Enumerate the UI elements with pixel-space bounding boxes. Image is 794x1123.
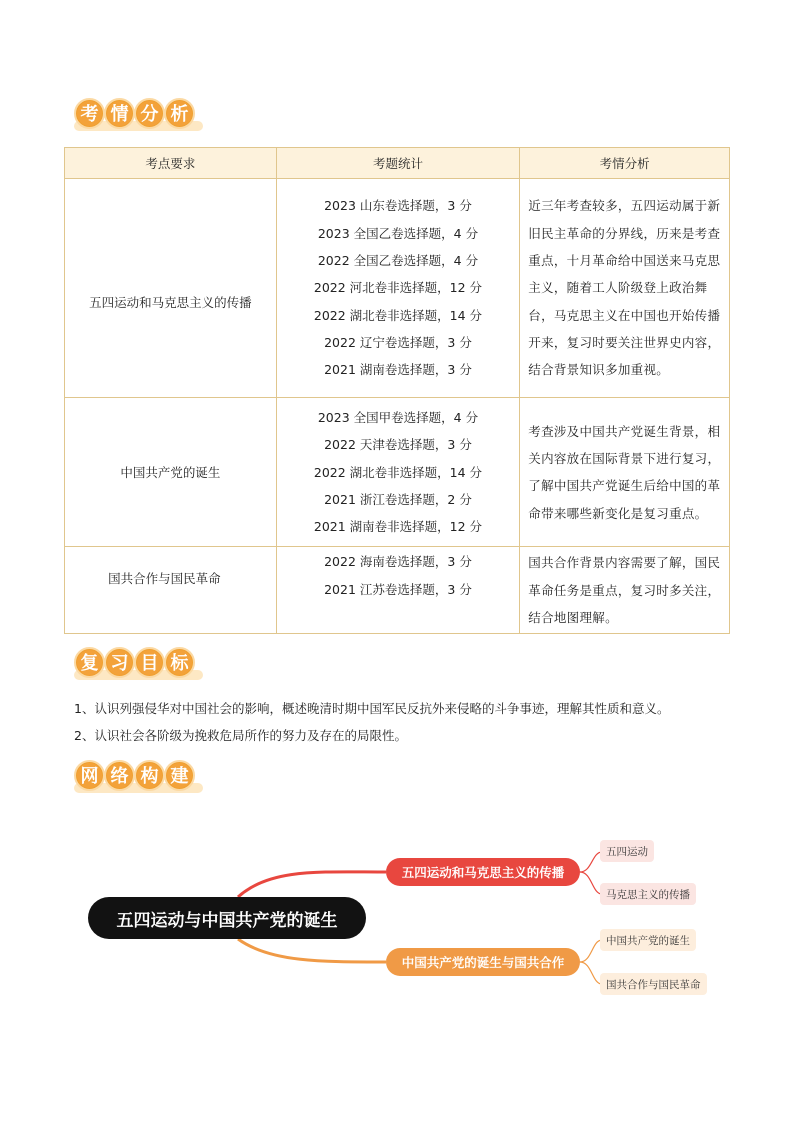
goal-item: 2、认识社会各阶级为挽救危局所作的努力及存在的局限性。 <box>74 728 407 743</box>
title-char: 分 <box>134 98 165 129</box>
stat-item: 2022 湖北卷非选择题，14 分 <box>313 307 483 323</box>
stat-item: 2022 河北卷非选择题，12 分 <box>313 280 483 296</box>
mindmap-branch: 中国共产党的诞生与国共合作 <box>386 948 580 976</box>
connector-leaf <box>580 852 602 872</box>
stat-item: 2022 海南卷选择题，3 分 <box>324 554 472 570</box>
title-char: 析 <box>164 98 195 129</box>
mindmap-leaf: 国共合作与国民革命 <box>600 973 707 995</box>
mindmap-leaf: 五四运动 <box>600 840 654 862</box>
header-stats: 考题统计 <box>276 148 520 179</box>
connector-red <box>238 872 386 897</box>
analysis-cell: 近三年考查较多，五四运动属于新旧民主革命的分界线，历来是考查重点，十月革命给中国送来马克思主义，随着工人阶级登上政治舞台，马克思主义在中国也开始传播开来，复习时要关注世界史内容，结合背景知识多加重视。 <box>520 179 730 398</box>
stat-item: 2023 全国甲卷选择题，4 分 <box>317 410 479 425</box>
mindmap-leaf: 中国共产党的诞生 <box>600 929 696 951</box>
stat-item: 2021 浙江卷选择题，2 分 <box>324 491 472 507</box>
point-text: 国共合作与国民革命 <box>108 571 221 587</box>
title-char: 络 <box>104 760 135 791</box>
title-char: 网 <box>74 760 105 791</box>
mindmap-branch: 五四运动和马克思主义的传播 <box>386 858 580 886</box>
mindmap-root: 五四运动与中国共产党的诞生 <box>88 897 366 939</box>
title-char: 标 <box>164 647 195 678</box>
title-char: 构 <box>134 760 165 791</box>
stat-item: 2022 天津卷选择题，3 分 <box>324 437 472 453</box>
connector-orange <box>238 939 386 962</box>
connector-leaf <box>580 962 602 984</box>
section-title-review-goals <box>74 642 195 682</box>
goal-item: 1、认识列强侵华对中国社会的影响，概述晚清时期中国军民反抗外来侵略的斗争事迹，理解其性质和意义。 <box>74 701 670 716</box>
analysis-cell: 考查涉及中国共产党诞生背景，相关内容放在国际背景下进行复习，了解中国共产党诞生后给中国的革命带来哪些新变化是复习重点。 <box>520 398 730 547</box>
header-analysis: 考情分析 <box>520 148 730 179</box>
title-char: 习 <box>104 647 135 678</box>
stat-item: 2022 全国乙卷选择题，4 分 <box>317 253 479 269</box>
point-text: 五四运动和马克思主义的传播 <box>89 295 252 310</box>
stat-item: 2021 湖南卷选择题，3 分 <box>324 362 472 378</box>
stat-item: 2023 山东卷选择题，3 分 <box>324 198 472 214</box>
title-char: 考 <box>74 98 105 129</box>
point-text: 中国共产党的诞生 <box>120 465 221 481</box>
section-title-network <box>74 755 195 795</box>
mindmap-leaf: 马克思主义的传播 <box>600 883 696 905</box>
header-point: 考点要求 <box>65 148 277 179</box>
stat-item: 2022 辽宁卷选择题，3 分 <box>324 334 472 350</box>
connector-leaf <box>580 872 602 894</box>
section-title-exam-analysis <box>74 93 195 133</box>
stat-item: 2023 全国乙卷选择题，4 分 <box>317 225 479 241</box>
title-char: 目 <box>134 647 165 678</box>
analysis-cell: 国共合作背景内容需要了解，国民革命任务是重点，复习时多关注，结合地图理解。 <box>520 547 730 634</box>
title-char: 复 <box>74 647 105 678</box>
stat-item: 2021 江苏卷选择题，3 分 <box>324 581 472 597</box>
stat-item: 2022 湖北卷非选择题，14 分 <box>313 464 483 480</box>
title-char: 情 <box>104 98 135 129</box>
title-char: 建 <box>164 760 195 791</box>
stat-item: 2021 湖南卷非选择题，12 分 <box>313 519 483 535</box>
connector-leaf <box>580 940 602 962</box>
